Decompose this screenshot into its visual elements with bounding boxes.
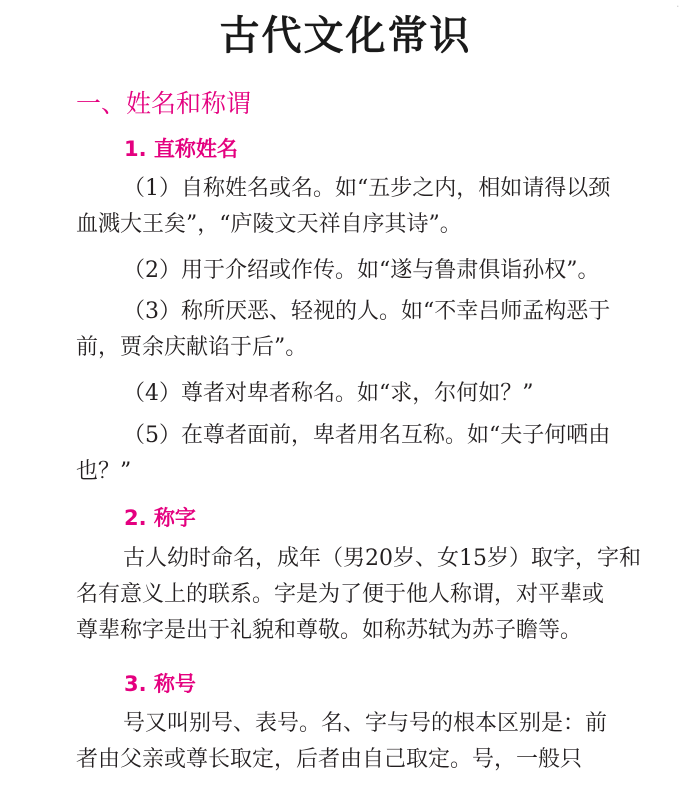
- subheading-direct-name: 1. 直称姓名: [124, 137, 238, 161]
- text-line: 前，贾余庆献谄于后”。: [76, 335, 308, 360]
- text-line: （2）用于介绍或作传。如“遂与鲁肃俱诣孙权”。: [123, 258, 600, 283]
- text-line: 名有意义上的联系。字是为了便于他人称谓，对平辈或: [76, 582, 605, 607]
- text-line: （4）尊者对卑者称名。如“求，尔何如？”: [123, 381, 534, 406]
- paragraph-1-4: [76, 376, 632, 412]
- paragraph-2-1: [76, 541, 641, 649]
- paragraph-3-1: [76, 706, 632, 778]
- paragraph-1-1: [76, 171, 632, 243]
- text-line: 号又叫别号、表号。名、字与号的根本区别是：前: [123, 711, 608, 736]
- text-line: 也？”: [76, 459, 132, 484]
- corner-mark: ·: [676, 0, 680, 13]
- section-heading-names-and-titles: 一、姓名和称谓: [76, 89, 252, 118]
- text-line: （3）称所厌恶、轻视的人。如“不幸吕师孟构恶于: [123, 299, 611, 324]
- paragraph-1-3: [76, 294, 632, 366]
- subheading-art-name: 3. 称号: [124, 672, 196, 696]
- text-line: 血溅大王矣”，“庐陵文天祥自序其诗”。: [76, 212, 462, 237]
- paragraph-1-2: [76, 253, 632, 289]
- text-line: 古人幼时命名，成年（男20岁、女15岁）取字，字和: [123, 546, 641, 571]
- subheading-courtesy-name: 2. 称字: [124, 506, 196, 530]
- text-line: 者由父亲或尊长取定，后者由自己取定。号，一般只: [76, 747, 583, 772]
- text-line: （5）在尊者面前，卑者用名互称。如“夫子何哂由: [123, 423, 611, 448]
- text-line: 尊辈称字是出于礼貌和尊敬。如称苏轼为苏子瞻等。: [76, 618, 583, 643]
- paragraph-1-5: [76, 418, 632, 490]
- page-title: 古代文化常识: [219, 12, 472, 59]
- text-line: （1）自称姓名或名。如“五步之内，相如请得以颈: [123, 176, 611, 201]
